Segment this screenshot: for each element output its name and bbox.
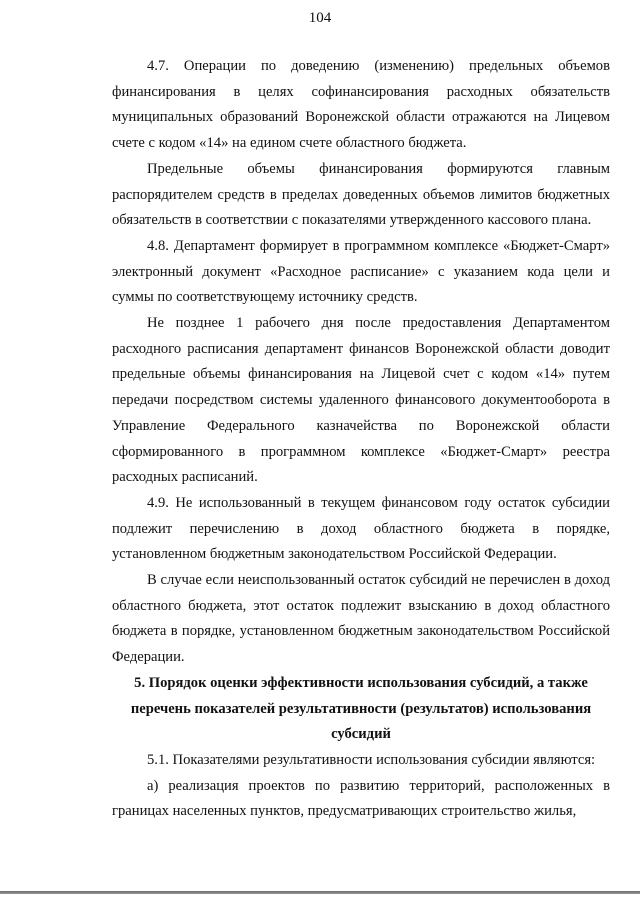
paragraph-5-1-a: а) реализация проектов по развитию территорий, расположенных в границах населенных пунктов, предусматривающих строительство жилья, [112,777,610,820]
paragraph-4-9: 4.9. Не использованный в текущем финансовом году остаток субсидии подлежит перечислению в доход областного бюджета в порядке, установленном бюджетным законодательством Российской Федерации. [112,494,610,563]
scan-edge-line [0,891,640,894]
paragraph-deadline: Не позднее 1 рабочего дня после предоставления Департаментом расходного расписания департамент финансов Воронежской области доводит предельные объемы финансирования на Лицевой счет с кодом «14» путем передачи посредством системы удаленного финансового документооборота в Управление Федерального казначейства по Воронежской области сформированного в программном комплексе «Бюджет-Смарт» реестра расходных расписаний. [112,315,610,486]
section-heading: 5. Порядок оценки эффективности использования субсидий, а также перечень показателей результативности (результатов) использования субсидий [130,674,592,743]
paragraph-4-7: 4.7. Операции по доведению (изменению) предельных объемов финансирования в целях софинансирования расходных обязательств муниципальных образований Воронежской области отражаются на Лицевом счете с кодом «14» на едином счете областного бюджета. [112,58,610,152]
paragraph-limits: Предельные объемы финансирования формируются главным распорядителем средств в пределах доведенных объемов лимитов бюджетных обязательств в соответствии с показателями утвержденного кассового плана. [112,160,610,229]
page-number: 104 [308,10,332,26]
paragraph-4-8: 4.8. Департамент формирует в программном комплексе «Бюджет-Смарт» электронный документ «Расходное расписание» с указанием кода цели и суммы по соответствующему источнику средств. [112,237,610,306]
document-body [112,54,610,825]
paragraph-5-1: 5.1. Показателями результативности использования субсидии являются: [147,751,596,768]
paragraph-recovery: В случае если неиспользованный остаток субсидий не перечислен в доход областного бюджета, этот остаток подлежит взысканию в доход областного бюджета в порядке, установленном бюджетным законодательством Российской Федерации. [112,572,610,666]
